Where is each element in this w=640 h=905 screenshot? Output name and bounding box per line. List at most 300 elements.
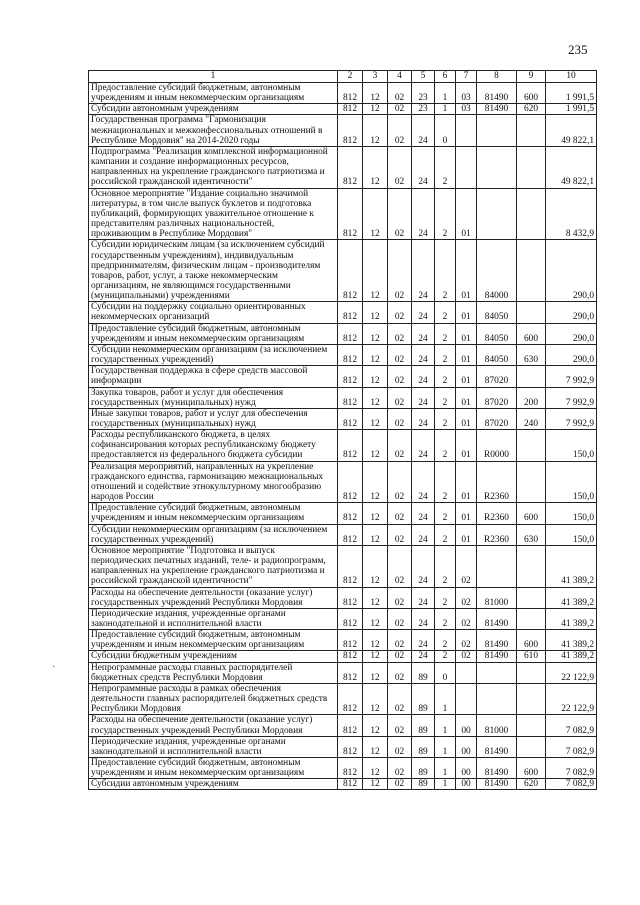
program-cell: 23 xyxy=(412,104,435,115)
ministry-code-cell: 812 xyxy=(338,83,363,104)
direction-cell: 84000 xyxy=(477,240,517,302)
expense-type-cell xyxy=(517,683,546,714)
subprogram-cell: 2 xyxy=(435,587,456,608)
main-measure-cell: 01 xyxy=(456,344,477,365)
section-cell: 12 xyxy=(363,323,388,344)
expense-name-cell: Расходы на обеспечение деятельности (оказание услуг) государственных учреждений Республики Мордовия xyxy=(89,587,338,608)
amount-cell: 290,0 xyxy=(546,323,597,344)
ministry-code-cell: 812 xyxy=(338,115,363,146)
ministry-code-cell: 812 xyxy=(338,683,363,714)
direction-cell: R2360 xyxy=(477,461,517,503)
table-row xyxy=(89,587,597,608)
subprogram-cell: 2 xyxy=(435,524,456,545)
direction-cell: R2360 xyxy=(477,524,517,545)
program-cell: 24 xyxy=(412,430,435,461)
direction-cell: 81490 xyxy=(477,83,517,104)
direction-cell xyxy=(477,188,517,240)
section-cell: 12 xyxy=(363,758,388,779)
main-measure-cell: 03 xyxy=(456,83,477,104)
ministry-code-cell: 812 xyxy=(338,662,363,683)
ministry-code-cell: 812 xyxy=(338,408,363,429)
table-row xyxy=(89,503,597,524)
ministry-code-cell: 812 xyxy=(338,587,363,608)
amount-cell: 41 389,2 xyxy=(546,630,597,651)
table-row xyxy=(89,366,597,387)
program-cell: 24 xyxy=(412,344,435,365)
main-measure-cell: 00 xyxy=(456,715,477,736)
ministry-code-cell: 812 xyxy=(338,715,363,736)
program-cell: 89 xyxy=(412,779,435,790)
expense-name-cell: Государственная поддержка в сфере средств массовой информации xyxy=(89,366,338,387)
program-cell: 24 xyxy=(412,188,435,240)
column-header: 4 xyxy=(388,71,412,83)
subsection-cell: 02 xyxy=(388,715,412,736)
expense-name-cell: Расходы на обеспечение деятельности (оказание услуг) государственных учреждений Республики Мордовия xyxy=(89,715,338,736)
main-measure-cell: 01 xyxy=(456,387,477,408)
subprogram-cell: 1 xyxy=(435,736,456,757)
section-cell: 12 xyxy=(363,104,388,115)
table-row xyxy=(89,344,597,365)
expense-name-cell: Предоставление субсидий бюджетным, автономным учреждениям и иным некоммерческим организациям xyxy=(89,83,338,104)
ministry-code-cell: 812 xyxy=(338,630,363,651)
subprogram-cell: 0 xyxy=(435,115,456,146)
main-measure-cell: 01 xyxy=(456,524,477,545)
direction-cell xyxy=(477,683,517,714)
expense-name-cell: Иные закупки товаров, работ и услуг для обеспечения государственных (муниципальных) нужд xyxy=(89,408,338,429)
section-cell: 12 xyxy=(363,302,388,323)
expense-name-cell: Субсидии некоммерческим организациям (за исключением государственных учреждений) xyxy=(89,524,338,545)
section-cell: 12 xyxy=(363,779,388,790)
subsection-cell: 02 xyxy=(388,524,412,545)
table-row xyxy=(89,630,597,651)
subprogram-cell: 1 xyxy=(435,779,456,790)
main-measure-cell xyxy=(456,146,477,188)
section-cell: 12 xyxy=(363,115,388,146)
subsection-cell: 02 xyxy=(388,651,412,662)
program-cell: 24 xyxy=(412,545,435,587)
amount-cell: 7 082,9 xyxy=(546,758,597,779)
table-row xyxy=(89,715,597,736)
expense-type-cell xyxy=(517,430,546,461)
table-row xyxy=(89,608,597,629)
expense-type-cell xyxy=(517,736,546,757)
direction-cell: 84050 xyxy=(477,344,517,365)
amount-cell: 49 822,1 xyxy=(546,146,597,188)
expense-type-cell xyxy=(517,461,546,503)
subsection-cell: 02 xyxy=(388,587,412,608)
direction-cell: 84050 xyxy=(477,323,517,344)
section-cell: 12 xyxy=(363,736,388,757)
main-measure-cell: 01 xyxy=(456,302,477,323)
expense-name-cell: Предоставление субсидий бюджетным, автономным учреждениям и иным некоммерческим организациям xyxy=(89,630,338,651)
subprogram-cell: 2 xyxy=(435,430,456,461)
column-header: 8 xyxy=(477,71,517,83)
expense-type-cell: 630 xyxy=(517,524,546,545)
expense-type-cell: 620 xyxy=(517,779,546,790)
stray-mark: · xyxy=(52,662,56,673)
subsection-cell: 02 xyxy=(388,503,412,524)
subsection-cell: 02 xyxy=(388,662,412,683)
amount-cell: 290,0 xyxy=(546,240,597,302)
table-row xyxy=(89,758,597,779)
expense-type-cell: 610 xyxy=(517,651,546,662)
direction-cell: 81490 xyxy=(477,630,517,651)
direction-cell: 81000 xyxy=(477,587,517,608)
subsection-cell: 02 xyxy=(388,608,412,629)
main-measure-cell: 00 xyxy=(456,736,477,757)
main-measure-cell: 01 xyxy=(456,430,477,461)
section-cell: 12 xyxy=(363,188,388,240)
direction-cell: R0000 xyxy=(477,430,517,461)
direction-cell: 87020 xyxy=(477,387,517,408)
main-measure-cell: 01 xyxy=(456,461,477,503)
main-measure-cell: 02 xyxy=(456,545,477,587)
amount-cell: 290,0 xyxy=(546,344,597,365)
page-number: 235 xyxy=(568,42,588,57)
expense-name-cell: Субсидии на поддержку социально ориентированных некоммерческих организаций xyxy=(89,302,338,323)
program-cell: 24 xyxy=(412,461,435,503)
section-cell: 12 xyxy=(363,146,388,188)
direction-cell xyxy=(477,545,517,587)
ministry-code-cell: 812 xyxy=(338,188,363,240)
subprogram-cell: 2 xyxy=(435,408,456,429)
subprogram-cell: 2 xyxy=(435,503,456,524)
main-measure-cell: 02 xyxy=(456,630,477,651)
column-header: 6 xyxy=(435,71,456,83)
table-row xyxy=(89,430,597,461)
amount-cell: 41 389,2 xyxy=(546,545,597,587)
section-cell: 12 xyxy=(363,630,388,651)
table-row xyxy=(89,683,597,714)
program-cell: 24 xyxy=(412,524,435,545)
amount-cell: 7 992,9 xyxy=(546,387,597,408)
amount-cell: 49 822,1 xyxy=(546,115,597,146)
subsection-cell: 02 xyxy=(388,408,412,429)
ministry-code-cell: 812 xyxy=(338,302,363,323)
expense-type-cell: 600 xyxy=(517,323,546,344)
amount-cell: 1 991,5 xyxy=(546,83,597,104)
table-body xyxy=(89,83,597,790)
table-row xyxy=(89,736,597,757)
amount-cell: 8 432,9 xyxy=(546,188,597,240)
table-row xyxy=(89,524,597,545)
direction-cell: 81490 xyxy=(477,608,517,629)
column-header: 3 xyxy=(363,71,388,83)
expense-name-cell: Расходы республиканского бюджета, в целях софинансирования которых республиканскому бюджету предоставляется из федерального бюджета субсидии xyxy=(89,430,338,461)
ministry-code-cell: 812 xyxy=(338,146,363,188)
ministry-code-cell: 812 xyxy=(338,608,363,629)
ministry-code-cell: 812 xyxy=(338,545,363,587)
program-cell: 89 xyxy=(412,736,435,757)
expense-type-cell xyxy=(517,366,546,387)
main-measure-cell: 00 xyxy=(456,779,477,790)
program-cell: 89 xyxy=(412,662,435,683)
table-row xyxy=(89,302,597,323)
main-measure-cell: 01 xyxy=(456,503,477,524)
subprogram-cell: 2 xyxy=(435,188,456,240)
program-cell: 89 xyxy=(412,715,435,736)
expense-name-cell: Закупка товаров, работ и услуг для обеспечения государственных (муниципальных) нужд xyxy=(89,387,338,408)
subsection-cell: 02 xyxy=(388,240,412,302)
subsection-cell: 02 xyxy=(388,188,412,240)
expense-type-cell: 600 xyxy=(517,758,546,779)
program-cell: 24 xyxy=(412,608,435,629)
expense-type-cell xyxy=(517,115,546,146)
amount-cell: 7 992,9 xyxy=(546,408,597,429)
table-row xyxy=(89,662,597,683)
subprogram-cell: 2 xyxy=(435,146,456,188)
subsection-cell: 02 xyxy=(388,630,412,651)
table-row xyxy=(89,545,597,587)
expense-type-cell: 620 xyxy=(517,104,546,115)
program-cell: 24 xyxy=(412,587,435,608)
expense-name-cell: Субсидии автономным учреждениям xyxy=(89,104,338,115)
main-measure-cell: 02 xyxy=(456,651,477,662)
section-cell: 12 xyxy=(363,545,388,587)
section-cell: 12 xyxy=(363,587,388,608)
expense-name-cell: Основное мероприятие "Подготовка и выпуск периодических печатных изданий, теле- и радиопрограмм, направленных на укрепление гражданского патриотизма и российской гражданской идентичности" xyxy=(89,545,338,587)
table-row xyxy=(89,104,597,115)
expense-type-cell: 240 xyxy=(517,408,546,429)
expense-name-cell: Предоставление субсидий бюджетным, автономным учреждениям и иным некоммерческим организациям xyxy=(89,758,338,779)
amount-cell: 7 082,9 xyxy=(546,779,597,790)
column-header: 7 xyxy=(456,71,477,83)
direction-cell: 84050 xyxy=(477,302,517,323)
program-cell: 24 xyxy=(412,366,435,387)
table-row xyxy=(89,408,597,429)
expense-name-cell: Основное мероприятие "Издание социально значимой литературы, в том числе выпуск буклетов и подготовка публикаций, формирующих уважительное отношение к представителям различных национальностей, проживающим в Республике Мордовия" xyxy=(89,188,338,240)
ministry-code-cell: 812 xyxy=(338,524,363,545)
direction-cell xyxy=(477,146,517,188)
ministry-code-cell: 812 xyxy=(338,736,363,757)
expense-name-cell: Субсидии некоммерческим организациям (за исключением государственных учреждений) xyxy=(89,344,338,365)
subprogram-cell: 2 xyxy=(435,608,456,629)
expense-name-cell: Непрограммные расходы в рамках обеспечения деятельности главных распорядителей бюджетных средств Республики Мордовия xyxy=(89,683,338,714)
expense-type-cell: 600 xyxy=(517,503,546,524)
program-cell: 24 xyxy=(412,302,435,323)
expense-name-cell: Непрограммные расходы главных распорядителей бюджетных средств Республики Мордовия xyxy=(89,662,338,683)
ministry-code-cell: 812 xyxy=(338,503,363,524)
section-cell: 12 xyxy=(363,715,388,736)
subsection-cell: 02 xyxy=(388,366,412,387)
subsection-cell: 02 xyxy=(388,83,412,104)
expense-type-cell xyxy=(517,302,546,323)
amount-cell: 7 082,9 xyxy=(546,736,597,757)
direction-cell: 81490 xyxy=(477,104,517,115)
program-cell: 24 xyxy=(412,651,435,662)
ministry-code-cell: 812 xyxy=(338,323,363,344)
table-row xyxy=(89,146,597,188)
table-row xyxy=(89,240,597,302)
expense-name-cell: Реализация мероприятий, направленных на укрепление гражданского единства, гармонизацию межнациональных отношений и содействие этнокультурному многообразию народов России xyxy=(89,461,338,503)
expense-name-cell: Государственная программа "Гармонизация межнациональных и межконфессиональных отношений в Республике Мордовия" на 2014-2020 годы xyxy=(89,115,338,146)
expense-name-cell: Подпрограмма "Реализация комплексной информационной кампании и создание информационных ресурсов, направленных на укрепление гражданского патриотизма и российской гражданской идентичности" xyxy=(89,146,338,188)
section-cell: 12 xyxy=(363,461,388,503)
amount-cell: 150,0 xyxy=(546,461,597,503)
direction-cell: R2360 xyxy=(477,503,517,524)
amount-cell: 22 122,9 xyxy=(546,683,597,714)
subsection-cell: 02 xyxy=(388,104,412,115)
ministry-code-cell: 812 xyxy=(338,344,363,365)
subsection-cell: 02 xyxy=(388,758,412,779)
expense-name-cell: Субсидии автономным учреждениям xyxy=(89,779,338,790)
subsection-cell: 02 xyxy=(388,344,412,365)
subprogram-cell: 2 xyxy=(435,240,456,302)
subsection-cell: 02 xyxy=(388,461,412,503)
section-cell: 12 xyxy=(363,651,388,662)
section-cell: 12 xyxy=(363,240,388,302)
subsection-cell: 02 xyxy=(388,683,412,714)
section-cell: 12 xyxy=(363,608,388,629)
expense-name-cell: Периодические издания, учрежденные органами законодательной и исполнительной власти xyxy=(89,608,338,629)
subsection-cell: 02 xyxy=(388,387,412,408)
program-cell: 24 xyxy=(412,323,435,344)
expense-name-cell: Периодические издания, учрежденные органами законодательной и исполнительной власти xyxy=(89,736,338,757)
amount-cell: 150,0 xyxy=(546,524,597,545)
direction-cell: 87020 xyxy=(477,366,517,387)
section-cell: 12 xyxy=(363,387,388,408)
section-cell: 12 xyxy=(363,83,388,104)
subsection-cell: 02 xyxy=(388,736,412,757)
subsection-cell: 02 xyxy=(388,430,412,461)
amount-cell: 22 122,9 xyxy=(546,662,597,683)
program-cell: 23 xyxy=(412,83,435,104)
subsection-cell: 02 xyxy=(388,146,412,188)
subprogram-cell: 2 xyxy=(435,461,456,503)
direction-cell: 81490 xyxy=(477,736,517,757)
main-measure-cell xyxy=(456,115,477,146)
amount-cell: 290,0 xyxy=(546,302,597,323)
expense-type-cell xyxy=(517,662,546,683)
main-measure-cell: 01 xyxy=(456,323,477,344)
expense-type-cell xyxy=(517,608,546,629)
main-measure-cell xyxy=(456,683,477,714)
direction-cell: 81000 xyxy=(477,715,517,736)
main-measure-cell: 00 xyxy=(456,758,477,779)
section-cell: 12 xyxy=(363,344,388,365)
subprogram-cell: 2 xyxy=(435,344,456,365)
table-row xyxy=(89,651,597,662)
table-row xyxy=(89,461,597,503)
ministry-code-cell: 812 xyxy=(338,779,363,790)
table-row xyxy=(89,115,597,146)
expense-type-cell xyxy=(517,188,546,240)
section-cell: 12 xyxy=(363,408,388,429)
program-cell: 89 xyxy=(412,758,435,779)
table-row xyxy=(89,323,597,344)
expense-type-cell xyxy=(517,715,546,736)
subprogram-cell: 1 xyxy=(435,683,456,714)
expense-type-cell: 600 xyxy=(517,83,546,104)
subprogram-cell: 2 xyxy=(435,545,456,587)
section-cell: 12 xyxy=(363,366,388,387)
ministry-code-cell: 812 xyxy=(338,430,363,461)
subprogram-cell: 2 xyxy=(435,366,456,387)
direction-cell: 81490 xyxy=(477,779,517,790)
amount-cell: 41 389,2 xyxy=(546,587,597,608)
main-measure-cell: 01 xyxy=(456,366,477,387)
main-measure-cell: 01 xyxy=(456,408,477,429)
subprogram-cell: 0 xyxy=(435,662,456,683)
budget-table xyxy=(88,70,597,790)
direction-cell xyxy=(477,662,517,683)
expense-type-cell xyxy=(517,240,546,302)
program-cell: 24 xyxy=(412,630,435,651)
amount-cell: 41 389,2 xyxy=(546,651,597,662)
section-cell: 12 xyxy=(363,524,388,545)
program-cell: 24 xyxy=(412,146,435,188)
ministry-code-cell: 812 xyxy=(338,461,363,503)
ministry-code-cell: 812 xyxy=(338,104,363,115)
subprogram-cell: 1 xyxy=(435,83,456,104)
amount-cell: 150,0 xyxy=(546,430,597,461)
subprogram-cell: 1 xyxy=(435,104,456,115)
section-cell: 12 xyxy=(363,503,388,524)
section-cell: 12 xyxy=(363,683,388,714)
subsection-cell: 02 xyxy=(388,302,412,323)
main-measure-cell: 02 xyxy=(456,587,477,608)
subprogram-cell: 2 xyxy=(435,302,456,323)
main-measure-cell: 03 xyxy=(456,104,477,115)
expense-type-cell xyxy=(517,587,546,608)
table-row xyxy=(89,83,597,104)
section-cell: 12 xyxy=(363,662,388,683)
expense-name-cell: Субсидии юридическим лицам (за исключением субсидий государственным учреждениям), индивидуальным предпринимателям, физическим лицам - производителям товаров, работ, услуг, а также некоммерческим организациям, не являющимся государственными (муниципальными) учреждениями xyxy=(89,240,338,302)
ministry-code-cell: 812 xyxy=(338,651,363,662)
subprogram-cell: 2 xyxy=(435,387,456,408)
main-measure-cell xyxy=(456,662,477,683)
section-cell: 12 xyxy=(363,430,388,461)
column-header: 5 xyxy=(412,71,435,83)
program-cell: 89 xyxy=(412,683,435,714)
table-row xyxy=(89,779,597,790)
amount-cell: 7 082,9 xyxy=(546,715,597,736)
subprogram-cell: 2 xyxy=(435,630,456,651)
amount-cell: 41 389,2 xyxy=(546,608,597,629)
column-header: 9 xyxy=(517,71,546,83)
direction-cell xyxy=(477,115,517,146)
main-measure-cell: 01 xyxy=(456,188,477,240)
program-cell: 24 xyxy=(412,240,435,302)
subprogram-cell: 1 xyxy=(435,715,456,736)
direction-cell: 81490 xyxy=(477,651,517,662)
table-row xyxy=(89,188,597,240)
expense-name-cell: Предоставление субсидий бюджетным, автономным учреждениям и иным некоммерческим организациям xyxy=(89,323,338,344)
program-cell: 24 xyxy=(412,503,435,524)
direction-cell: 81490 xyxy=(477,758,517,779)
amount-cell: 150,0 xyxy=(546,503,597,524)
subprogram-cell: 1 xyxy=(435,758,456,779)
main-measure-cell: 02 xyxy=(456,608,477,629)
subsection-cell: 02 xyxy=(388,779,412,790)
subprogram-cell: 2 xyxy=(435,651,456,662)
table-header-row xyxy=(89,71,597,83)
ministry-code-cell: 812 xyxy=(338,366,363,387)
amount-cell: 7 992,9 xyxy=(546,366,597,387)
main-measure-cell: 01 xyxy=(456,240,477,302)
expense-type-cell: 600 xyxy=(517,630,546,651)
program-cell: 24 xyxy=(412,387,435,408)
program-cell: 24 xyxy=(412,408,435,429)
column-header: 1 xyxy=(89,71,338,83)
expense-type-cell: 630 xyxy=(517,344,546,365)
ministry-code-cell: 812 xyxy=(338,240,363,302)
column-header: 2 xyxy=(338,71,363,83)
subsection-cell: 02 xyxy=(388,545,412,587)
subprogram-cell: 2 xyxy=(435,323,456,344)
expense-name-cell: Субсидии бюджетным учреждениям xyxy=(89,651,338,662)
subsection-cell: 02 xyxy=(388,115,412,146)
